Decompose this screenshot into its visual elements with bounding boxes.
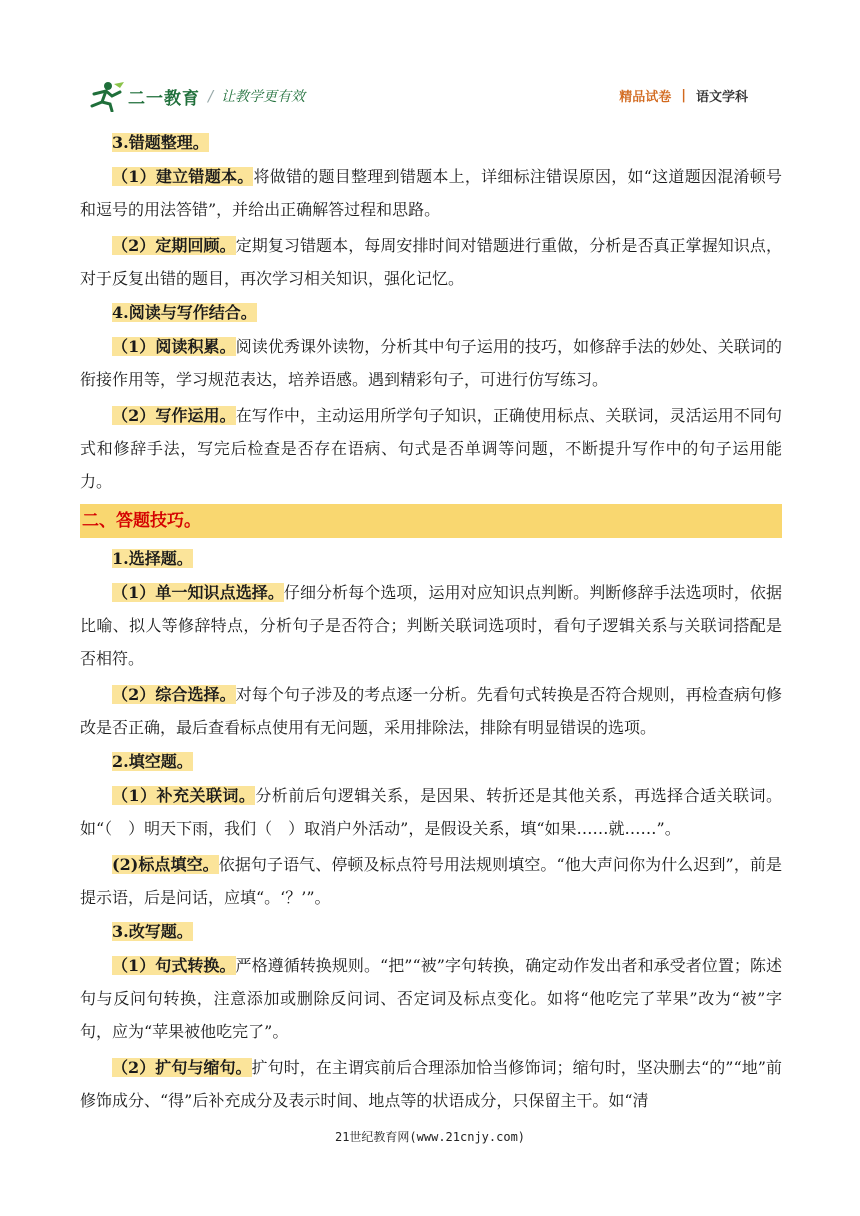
paragraph: （1）补充关联词。分析前后句逻辑关系，是因果、转折还是其他关系，再选择合适关联词。如“（ ）明天下雨，我们（ ）取消户外活动”，是假设关系，填“如果……就……”。 <box>80 786 782 838</box>
subheading-error-review: 3.错题整理。 <box>112 133 209 152</box>
paragraph: （2）写作运用。在写作中，主动运用所学句子知识，正确使用标点、关联词，灵活运用不同句式和修辞手法，写完后检查是否存在语病、句式是否单调等问题，不断提升写作中的句子运用能力。 <box>80 406 782 491</box>
runner-logo-icon <box>86 80 126 112</box>
subheading-choice: 1.选择题。 <box>112 549 193 568</box>
paragraph: (2)标点填空。依据句子语气、停顿及标点符号用法规则填空。“他大声问你为什么迟到”，前是提示语，后是问话，应填“。‘？’”。 <box>80 855 782 907</box>
page-header <box>86 78 766 114</box>
subheading-reading-writing: 4.阅读与写作结合。 <box>112 303 257 322</box>
paragraph: （2）扩句与缩句。扩句时，在主谓宾前后合理添加恰当修饰词；缩句时，坚决删去“的”“地”前修饰成分、“得”后补充成分及表示时间、地点等的状语成分，只保留主干。如“清 <box>80 1058 782 1110</box>
tag-separator: | <box>681 88 686 103</box>
paragraph: （1）单一知识点选择。仔细分析每个选项，运用对应知识点判断。判断修辞手法选项时，依据比喻、拟人等修辞特点，分析句子是否符合；判断关联词选项时，看句子逻辑关系与关联词搭配是否相符。 <box>80 583 782 668</box>
paragraph: （1）阅读积累。阅读优秀课外读物，分析其中句子运用的技巧，如修辞手法的妙处、关联词的衔接作用等，学习规范表达，培养语感。遇到精彩句子，可进行仿写练习。 <box>80 337 782 389</box>
subheading-rewrite: 3.改写题。 <box>112 922 193 941</box>
paragraph: （2）综合选择。对每个句子涉及的考点逐一分析。先看句式转换是否符合规则，再检查病句修改是否正确，最后查看标点使用有无问题，采用排除法，排除有明显错误的选项。 <box>80 685 782 737</box>
tag-subject: 语文学科 <box>695 90 748 105</box>
paragraph: （1）建立错题本。将做错的题目整理到错题本上，详细标注错误原因，如“这道题因混淆顿号和逗号的用法答错”，并给出正确解答过程和思路。 <box>80 167 782 219</box>
tag-premium-paper: 精品试卷 <box>619 90 672 105</box>
page-footer: 21世纪教育网(www.21cnjy.com) <box>334 1130 526 1144</box>
header-tags <box>619 86 748 105</box>
section-heading-answer-tips: 二、答题技巧。 <box>80 504 782 538</box>
brand-slogan: 让教学更有效 <box>221 89 306 105</box>
brand-name: 二一教育 <box>128 88 200 109</box>
brand-logo <box>86 78 305 114</box>
paragraph: （1）句式转换。严格遵循转换规则。“把”“被”字句转换，确定动作发出者和承受者位置；陈述句与反问句转换，注意添加或删除反问词、否定词及标点变化。如将“他吃完了苹果”改为“被”字句，应为“苹果被他吃完了”。 <box>80 956 782 1041</box>
brand-divider: / <box>208 87 214 105</box>
paragraph: （2）定期回顾。定期复习错题本，每周安排时间对错题进行重做，分析是否真正掌握知识点，对于反复出错的题目，再次学习相关知识，强化记忆。 <box>80 236 782 288</box>
document-body <box>80 126 782 1120</box>
subheading-fill-blank: 2.填空题。 <box>112 752 193 771</box>
